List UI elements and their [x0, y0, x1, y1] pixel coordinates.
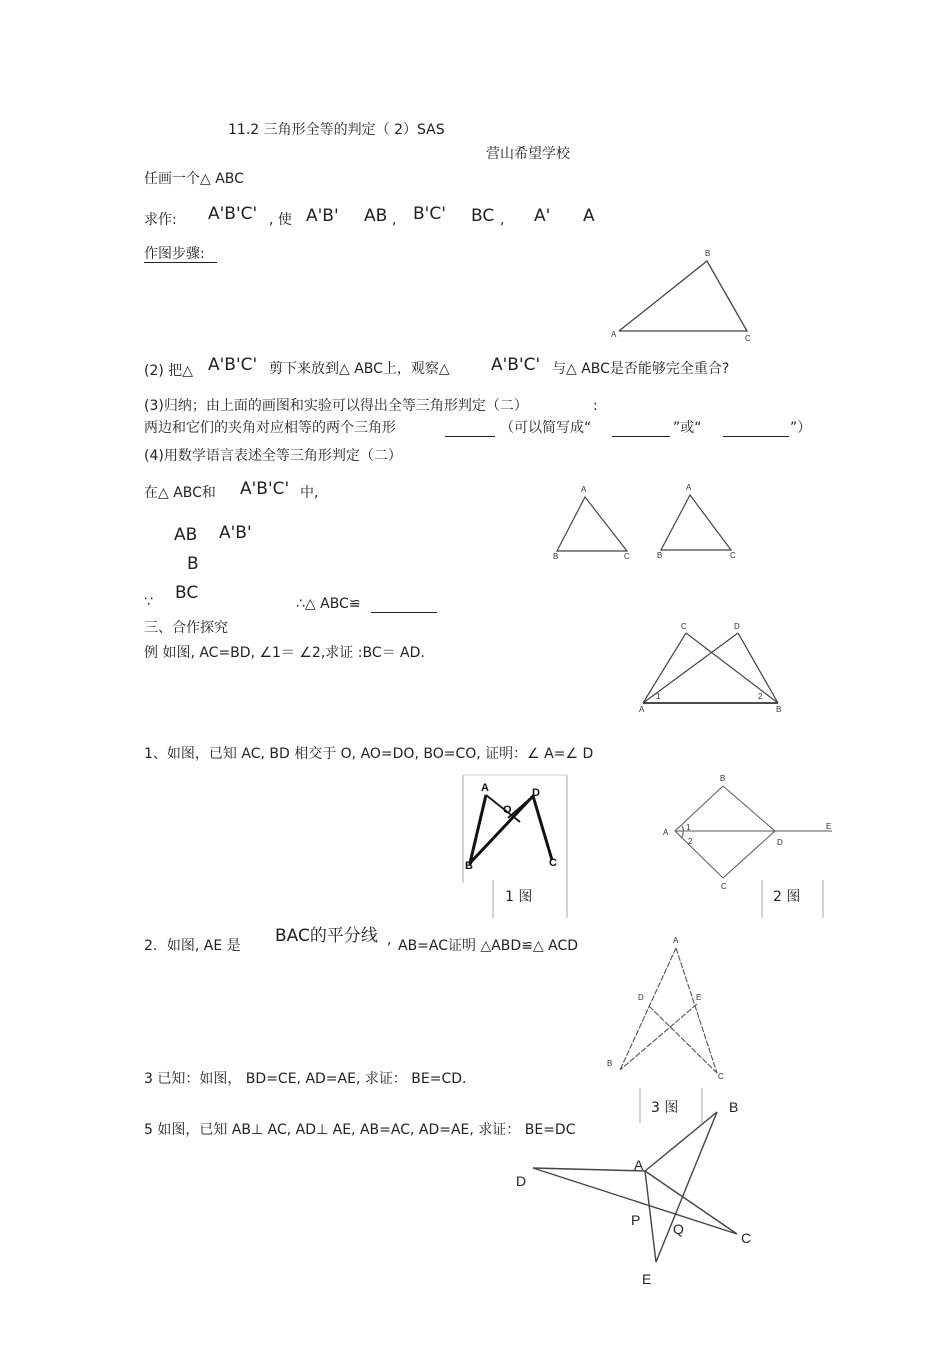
q2-suffix: 与△ ABC是否能够完全重合? — [552, 361, 730, 377]
example-label-c: C — [681, 622, 687, 631]
construct-label: 求作: — [144, 212, 177, 228]
school-name: 营山希望学校 — [486, 146, 570, 162]
bc: BC — [471, 206, 495, 226]
a-prime: A' — [534, 206, 551, 226]
fig3-label-e: E — [696, 993, 702, 1002]
q3-paren1: （可以简写成“ — [500, 420, 592, 436]
fig5-label-c: C — [741, 1230, 752, 1246]
q3-paren2: ”） — [790, 420, 812, 436]
problem-5-text: 5 如图，已知 AB⊥ AC, AD⊥ AE, AB=AC, AD=AE, 求证： BE=DC — [144, 1122, 576, 1138]
figure-2 — [663, 774, 832, 918]
fig5-label-q: Q — [673, 1221, 684, 1237]
q3-colon: : — [593, 398, 598, 414]
q4-b: B — [187, 554, 199, 574]
p2-prefix: 2．如图, AE 是 — [144, 938, 241, 954]
figure-2-caption: 2 图 — [773, 889, 801, 905]
fig5-label-b: B — [729, 1099, 739, 1115]
triangle-abc-figure — [619, 261, 747, 331]
q4-title: (4)用数学语言表述全等三角形判定（二） — [144, 448, 402, 464]
q4-ab-prime: A'B' — [219, 523, 252, 543]
q4-in-abc: 在△ ABC和 — [144, 485, 216, 501]
fig5-label-a: A — [634, 1157, 644, 1173]
figure-3 — [607, 936, 724, 1123]
comma: , — [500, 212, 505, 228]
p2-suffix: AB=AC证明 △ABD≌△ ACD — [398, 938, 579, 954]
fig5-label-e: E — [642, 1271, 652, 1287]
fig1-label-c: C — [549, 857, 557, 869]
fig2-label-a: A — [663, 828, 669, 837]
q2-prefix: (2) 把△ — [144, 363, 194, 379]
p2-comma: , — [387, 932, 392, 948]
figure-1-caption: 1 图 — [505, 889, 533, 905]
q2-triangle-1: A'B'C' — [208, 355, 258, 375]
fig3-label-a: A — [673, 936, 679, 945]
because-symbol: ∵ — [144, 594, 153, 610]
right-triangle-shape — [661, 495, 731, 550]
fig5-label-p: P — [631, 1212, 641, 1228]
ab: AB — [364, 206, 388, 226]
pair-right-label-c: C — [730, 551, 736, 560]
problem-3-text: 3 已知：如图， BD=CE, AD=AE, 求证： BE=CD. — [144, 1071, 467, 1087]
pair-left-label-a: A — [581, 485, 587, 494]
fig1-label-b: B — [465, 860, 473, 872]
tri-label-c: C — [745, 334, 751, 343]
q2-triangle-2: A'B'C' — [491, 355, 541, 375]
triangle-pair-figure — [557, 495, 731, 551]
example-angle-2: 2 — [758, 692, 763, 701]
prime-triangle: A'B'C' — [208, 204, 258, 224]
fig2-label-c: C — [721, 882, 727, 891]
problem-1-text: 1、如图，已知 AC, BD 相交于 O, AO=DO, BO=CO, 证明：∠ A=∠ D — [144, 746, 594, 762]
triangle-abc-shape — [619, 261, 747, 331]
q3-line2: 两边和它们的夹角对应相等的两个三角形 — [144, 420, 396, 436]
page-title: 11.2 三角形全等的判定（ 2）SAS — [228, 122, 445, 138]
pair-left-label-c: C — [624, 552, 630, 561]
left-triangle-shape — [557, 497, 627, 551]
pair-right-label-a: A — [686, 483, 692, 492]
steps-label: 作图步骤: — [144, 246, 217, 263]
example-label-b: B — [776, 705, 782, 714]
figure-5 — [516, 1099, 751, 1287]
example-angle-1: 1 — [656, 692, 661, 701]
q4-triangle: A'B'C' — [240, 479, 290, 499]
bc-prime: B'C' — [413, 204, 446, 224]
intro-text: 任画一个△ ABC — [144, 171, 244, 187]
fig2-angle-1: 1 — [686, 823, 691, 832]
example-label-d: D — [734, 622, 740, 631]
comma: , — [392, 212, 397, 228]
fig3-label-d: D — [638, 993, 644, 1002]
fig2-label-e: E — [826, 822, 832, 831]
fig1-label-d: D — [532, 787, 540, 799]
p2-bisector: BAC的平分线 — [275, 926, 378, 946]
fig1-label-a: A — [481, 782, 489, 794]
fig3-label-c: C — [718, 1072, 724, 1081]
tri-label-a: A — [611, 330, 617, 339]
fig5-label-d: D — [516, 1173, 527, 1189]
q2-middle: 剪下来放到△ ABC上，观察△ — [269, 361, 450, 377]
fig2-label-b: B — [720, 774, 726, 783]
q4-bc: BC — [175, 583, 199, 603]
example-label-a: A — [639, 705, 645, 714]
fig2-angle-2: 2 — [688, 837, 693, 846]
shi-text: , 使 — [269, 212, 292, 228]
q4-ab: AB — [174, 525, 198, 545]
fig3-label-b: B — [607, 1059, 613, 1068]
ab-prime: A'B' — [306, 206, 339, 226]
q3-or: ”或“ — [673, 420, 702, 436]
pair-left-label-b: B — [553, 552, 559, 561]
section-3-heading: 三、合作探究 — [144, 620, 228, 636]
q4-therefore: ∴△ ABC≌ — [296, 596, 361, 612]
fig1-label-o: O — [503, 804, 512, 816]
example-text: 例 如图, AC=BD, ∠1＝ ∠2,求证 :BC＝ AD. — [144, 645, 425, 661]
a: A — [583, 206, 595, 226]
pair-right-label-b: B — [657, 551, 663, 560]
tri-label-b: B — [705, 249, 711, 258]
q3-line1: (3)归纳；由上面的画图和实验可以得出全等三角形判定（二） — [144, 398, 528, 414]
figure-3-caption: 3 图 — [651, 1100, 679, 1116]
q4-zhong: 中, — [300, 485, 319, 501]
fig2-label-d: D — [777, 838, 783, 847]
